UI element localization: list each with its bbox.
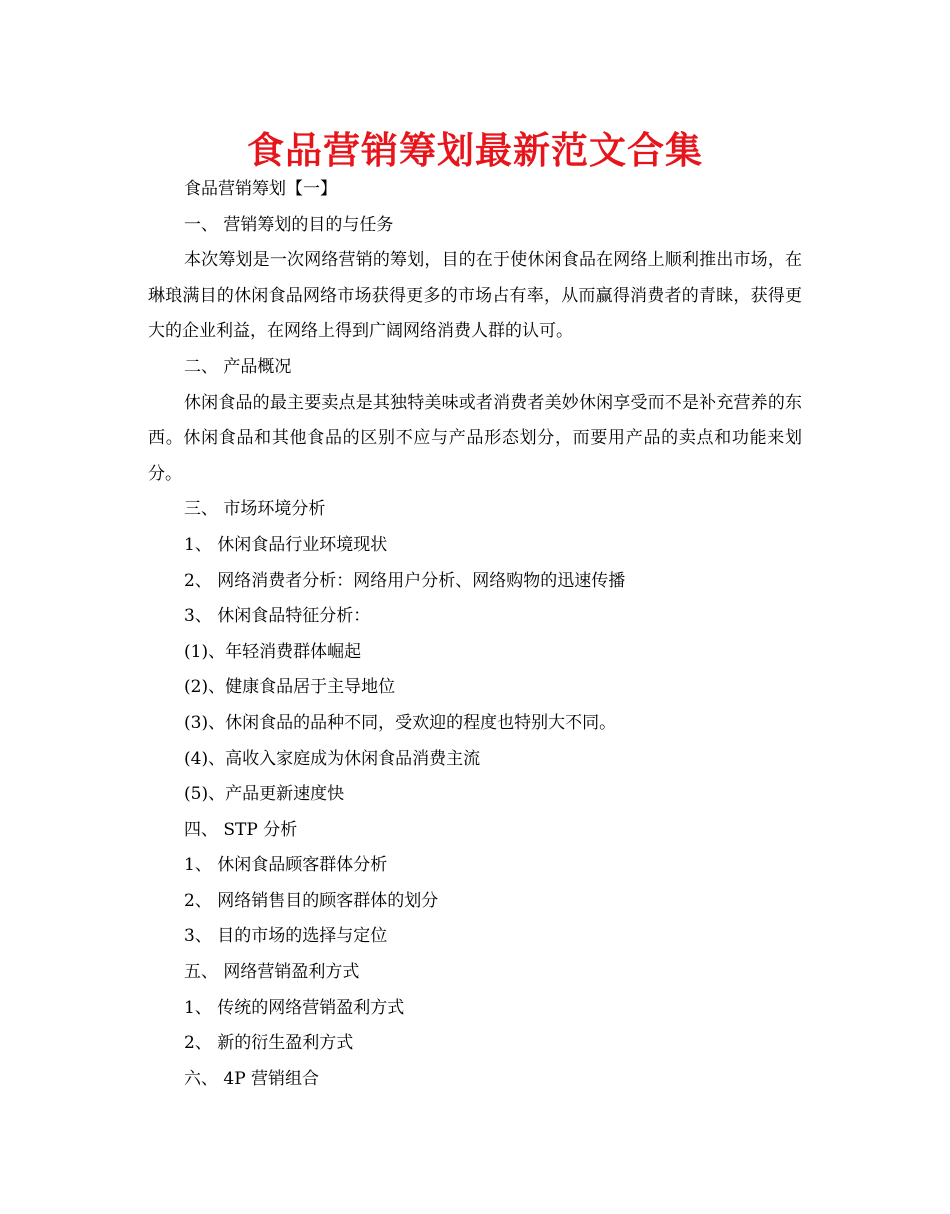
paragraph-product-overview: 休闲食品的最主要卖点是其独特美味或者消费者美妙休闲享受而不是补充营养的东西。休闲食品和其他食品的区别不应与产品形态划分，而要用产品的卖点和功能来划分。 xyxy=(148,392,802,484)
list-item: 2、 网络销售目的顾客群体的划分 xyxy=(184,890,439,911)
list-item: 2、 新的衍生盈利方式 xyxy=(184,1033,354,1054)
list-item: (1)、年轻消费群体崛起 xyxy=(184,641,362,662)
document-body xyxy=(148,172,802,1097)
list-item: 3、 休闲食品特征分析： xyxy=(184,606,371,627)
heading-stp-analysis: 四、 STP 分析 xyxy=(184,819,298,840)
list-item: 1、 休闲食品行业环境现状 xyxy=(184,534,388,555)
list-item: 1、 休闲食品顾客群体分析 xyxy=(184,855,388,876)
heading-profit-model: 五、 网络营销盈利方式 xyxy=(184,962,360,983)
heading-market-analysis: 三、 市场环境分析 xyxy=(184,499,326,520)
list-item: (4)、高收入家庭成为休闲食品消费主流 xyxy=(184,748,481,769)
list-item: 1、 传统的网络营销盈利方式 xyxy=(184,997,405,1018)
heading-4p-mix: 六、 4P 营销组合 xyxy=(184,1068,320,1089)
section-subtitle: 食品营销筹划【一】 xyxy=(184,179,337,199)
paragraph-purpose: 本次筹划是一次网络营销的筹划，目的在于使休闲食品在网络上顺利推出市场，在琳琅满目的休闲食品网络市场获得更多的市场占有率，从而赢得消费者的青睐，获得更大的企业利益，在网络上得到广阔网络消费人群的认可。 xyxy=(148,250,802,342)
list-item: 3、 目的市场的选择与定位 xyxy=(184,926,388,947)
list-item: (5)、产品更新速度快 xyxy=(184,784,345,805)
heading-product-overview: 二、 产品概况 xyxy=(184,356,292,377)
list-item: (3)、休闲食品的品种不同，受欢迎的程度也特别大不同。 xyxy=(184,712,617,733)
list-item: (2)、健康食品居于主导地位 xyxy=(184,677,396,698)
list-item: 2、 网络消费者分析：网络用户分析、网络购物的迅速传播 xyxy=(184,570,626,591)
document-title: 食品营销筹划最新范文合集 xyxy=(247,129,703,172)
heading-purpose: 一、 营销筹划的目的与任务 xyxy=(184,214,394,235)
